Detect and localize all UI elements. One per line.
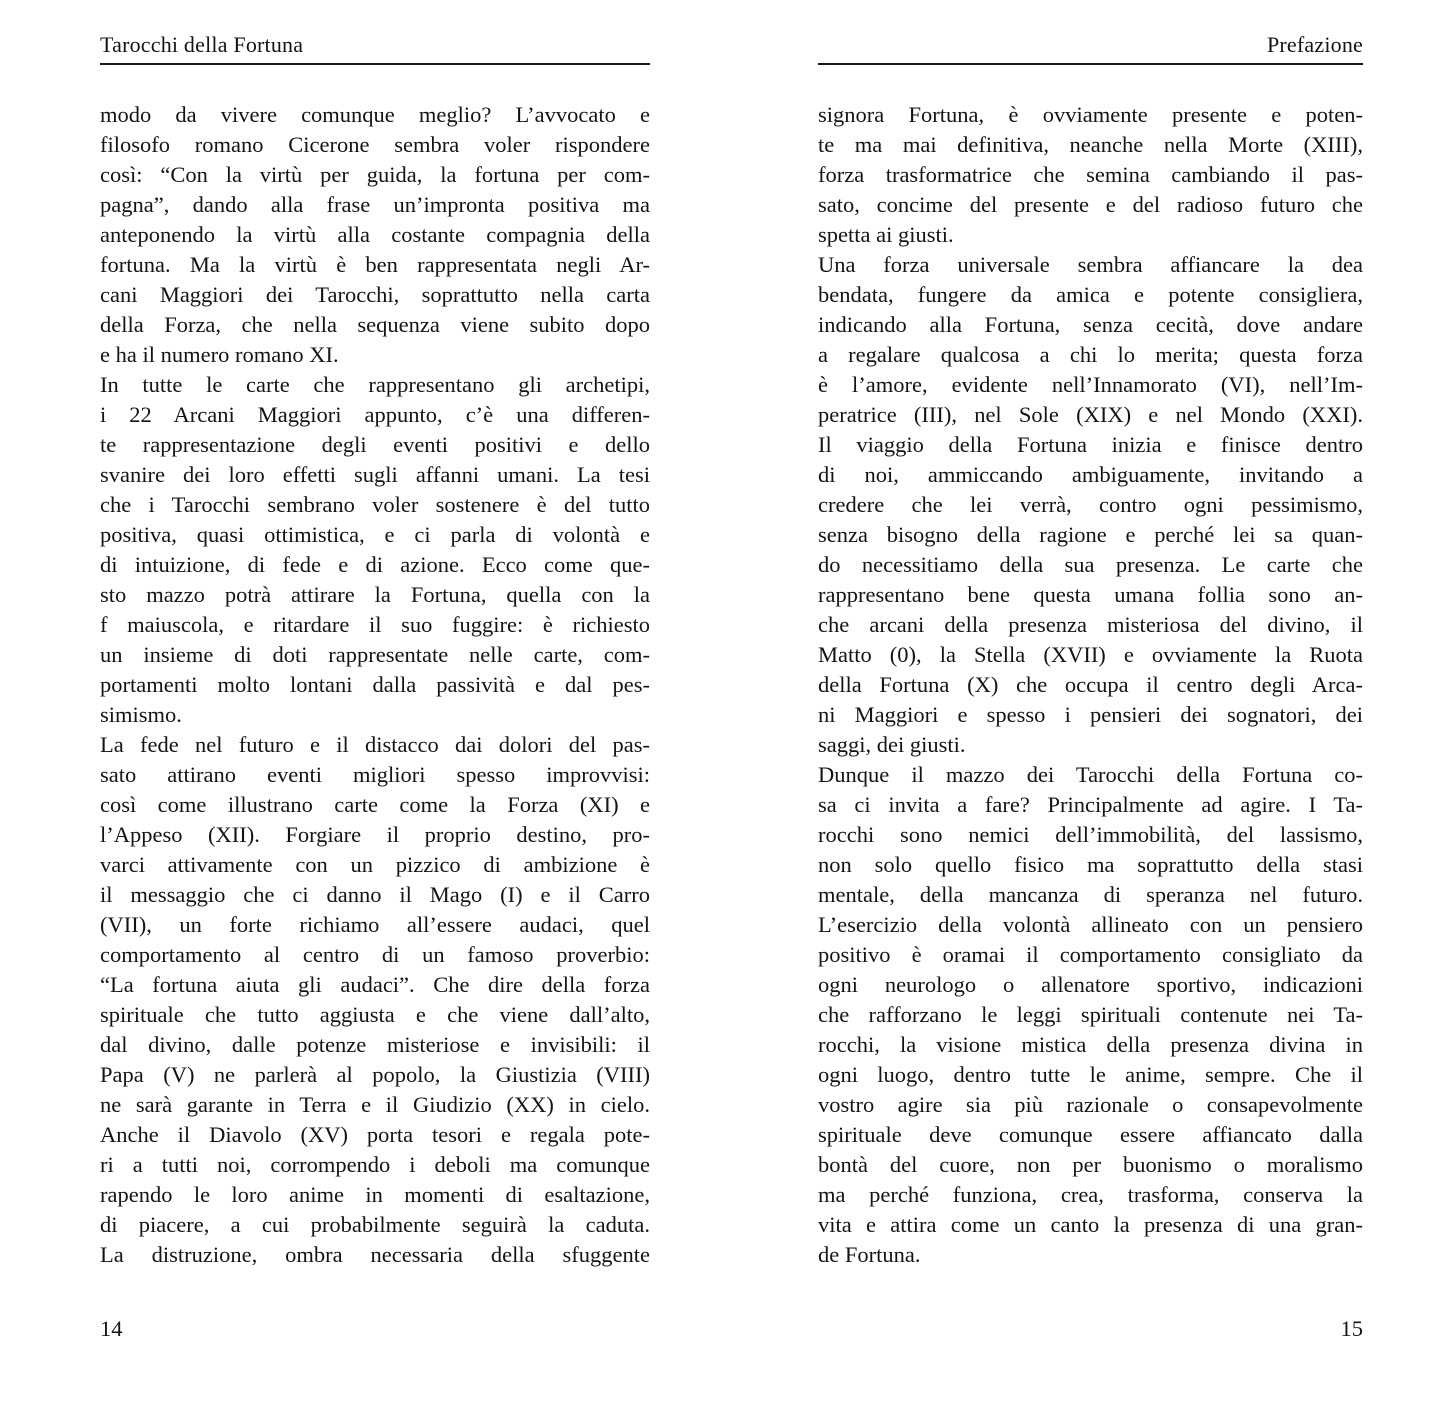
text-line: ri a tutti noi, corrompendo i deboli ma comunque — [100, 1152, 650, 1177]
text-line: anteponendo la virtù alla costante compagnia della — [100, 222, 650, 247]
text-line: positiva, quasi ottimistica, e ci parla di volontà e — [100, 522, 650, 547]
text-line: sato attirano eventi migliori spesso improvvisi: — [100, 762, 650, 787]
text-line: peratrice (III), nel Sole (XIX) e nel Mondo (XXI). — [818, 402, 1363, 427]
text-line: bontà del cuore, non per buonismo o moralismo — [818, 1152, 1363, 1177]
text-line: Dunque il mazzo dei Tarocchi della Fortuna co- — [818, 762, 1363, 787]
text-line: cani Maggiori dei Tarocchi, soprattutto nella carta — [100, 282, 650, 307]
text-line: comportamento al centro di un famoso proverbio: — [100, 942, 650, 967]
text-line: i 22 Arcani Maggiori appunto, c’è una differen- — [100, 402, 650, 427]
text-line: saggi, dei giusti. — [818, 732, 966, 757]
text-line: pagna”, dando alla frase un’impronta positiva ma — [100, 192, 650, 217]
text-line: vostro agire sia più razionale o consapevolmente — [818, 1092, 1363, 1117]
right-header-rule — [818, 63, 1363, 65]
text-line: senza bisogno della ragione e perché lei sa quan- — [818, 522, 1363, 547]
right-text-column — [818, 0, 1363, 1402]
text-line: indicando alla Fortuna, senza cecità, dove andare — [818, 312, 1363, 337]
text-line: della Fortuna (X) che occupa il centro degli Arca- — [818, 672, 1363, 697]
text-line: spirituale deve comunque essere affiancato dalla — [818, 1122, 1363, 1147]
left-page-number: 14 — [100, 1316, 123, 1341]
text-line: l’Appeso (XII). Forgiare il proprio destino, pro- — [100, 822, 650, 847]
text-line: sato, concime del presente e del radioso futuro che — [818, 192, 1363, 217]
right-running-header: Prefazione — [1266, 32, 1363, 57]
text-line: ma perché funziona, crea, trasforma, conserva la — [818, 1182, 1363, 1207]
text-line: così: “Con la virtù per guida, la fortuna per com- — [100, 162, 650, 187]
text-line: che rafforzano le leggi spirituali contenute nei Ta- — [818, 1002, 1363, 1027]
text-line: signora Fortuna, è ovviamente presente e poten- — [818, 102, 1363, 127]
text-line: fortuna. Ma la virtù è ben rappresentata negli Ar- — [100, 252, 650, 277]
text-line: ne sarà garante in Terra e il Giudizio (XX) in cielo. — [100, 1092, 650, 1117]
text-line: forza trasformatrice che semina cambiando il pas- — [818, 162, 1363, 187]
left-body-text — [100, 100, 650, 1270]
text-line: La fede nel futuro e il distacco dai dolori del pas- — [100, 732, 650, 757]
text-line: ogni luogo, dentro tutte le anime, sempre. Che il — [818, 1062, 1363, 1087]
page-left — [0, 0, 722, 1402]
text-line: portamenti molto lontani dalla passività e dal pes- — [100, 672, 650, 697]
text-line: L’esercizio della volontà allineato con un pensiero — [818, 912, 1363, 937]
text-line: positivo è oramai il comportamento consigliato da — [818, 942, 1363, 967]
text-line: che i Tarocchi sembrano voler sostenere è del tutto — [100, 492, 650, 517]
text-line: Il viaggio della Fortuna inizia e finisce dentro — [818, 432, 1363, 457]
left-header-rule — [100, 63, 650, 65]
text-line: un insieme di doti rappresentate nelle carte, com- — [100, 642, 650, 667]
text-line: ni Maggiori e spesso i pensieri dei sognatori, dei — [818, 702, 1363, 727]
text-line: svanire dei loro effetti sugli affanni umani. La tesi — [100, 462, 650, 487]
text-line: di intuizione, di fede e di azione. Ecco come que- — [100, 552, 650, 577]
text-line: filosofo romano Cicerone sembra voler rispondere — [100, 132, 650, 157]
text-line: sto mazzo potrà attirare la Fortuna, quella con la — [100, 582, 650, 607]
text-line: spetta ai giusti. — [818, 222, 954, 247]
text-line: La distruzione, ombra necessaria della sfuggente — [100, 1242, 650, 1267]
text-line: rapendo le loro anime in momenti di esaltazione, — [100, 1182, 650, 1207]
text-line: Una forza universale sembra affiancare la dea — [818, 252, 1363, 277]
text-line: sa ci invita a fare? Principalmente ad agire. I Ta- — [818, 792, 1363, 817]
text-line: In tutte le carte che rappresentano gli archetipi, — [100, 372, 650, 397]
left-running-header: Tarocchi della Fortuna — [100, 32, 304, 57]
text-line: do necessitiamo della sua presenza. Le carte che — [818, 552, 1363, 577]
left-text-column — [100, 0, 650, 1402]
text-line: “La fortuna aiuta gli audaci”. Che dire della forza — [100, 972, 650, 997]
text-line: bendata, fungere da amica e potente consigliera, — [818, 282, 1363, 307]
text-line: mentale, della mancanza di speranza nel futuro. — [818, 882, 1363, 907]
text-line: Papa (V) ne parlerà al popolo, la Giustizia (VIII) — [100, 1062, 650, 1087]
right-page-number: 15 — [1340, 1316, 1363, 1341]
text-line: modo da vivere comunque meglio? L’avvocato e — [100, 102, 650, 127]
text-line: Anche il Diavolo (XV) porta tesori e regala pote- — [100, 1122, 650, 1147]
text-line: a regalare qualcosa a chi lo merita; questa forza — [818, 342, 1363, 367]
text-line: che arcani della presenza misteriosa del divino, il — [818, 612, 1363, 637]
text-line: Matto (0), la Stella (XVII) e ovviamente la Ruota — [818, 642, 1363, 667]
text-line: della Forza, che nella sequenza viene subito dopo — [100, 312, 650, 337]
text-line: te ma mai definitiva, neanche nella Morte (XIII), — [818, 132, 1363, 157]
text-line: f maiuscola, e ritardare il suo fuggire: è richiesto — [100, 612, 650, 637]
text-line: rocchi sono nemici dell’immobilità, del lassismo, — [818, 822, 1363, 847]
text-line: il messaggio che ci danno il Mago (I) e il Carro — [100, 882, 650, 907]
text-line: di piacere, a cui probabilmente seguirà la caduta. — [100, 1212, 650, 1237]
text-line: di noi, ammiccando ambiguamente, invitando a — [818, 462, 1363, 487]
text-line: è l’amore, evidente nell’Innamorato (VI), nell’Im- — [818, 372, 1363, 397]
text-line: dal divino, dalle potenze misteriose e invisibili: il — [100, 1032, 650, 1057]
text-line: de Fortuna. — [818, 1242, 921, 1267]
text-line: vita e attira come un canto la presenza di una gran- — [818, 1212, 1363, 1237]
right-body-text — [818, 100, 1363, 1270]
text-line: rocchi, la visione mistica della presenza divina in — [818, 1032, 1363, 1057]
page-right — [722, 0, 1444, 1402]
text-line: simismo. — [100, 702, 182, 727]
text-line: e ha il numero romano XI. — [100, 342, 339, 367]
text-line: credere che lei verrà, contro ogni pessimismo, — [818, 492, 1363, 517]
text-line: ogni neurologo o allenatore sportivo, indicazioni — [818, 972, 1363, 997]
text-line: (VII), un forte richiamo all’essere audaci, quel — [100, 912, 650, 937]
text-line: così come illustrano carte come la Forza (XI) e — [100, 792, 650, 817]
text-line: non solo quello fisico ma soprattutto della stasi — [818, 852, 1363, 877]
text-line: varci attivamente con un pizzico di ambizione è — [100, 852, 650, 877]
text-line: rappresentano bene questa umana follia sono an- — [818, 582, 1363, 607]
text-line: spirituale che tutto aggiusta e che viene dall’alto, — [100, 1002, 650, 1027]
text-line: te rappresentazione degli eventi positivi e dello — [100, 432, 650, 457]
